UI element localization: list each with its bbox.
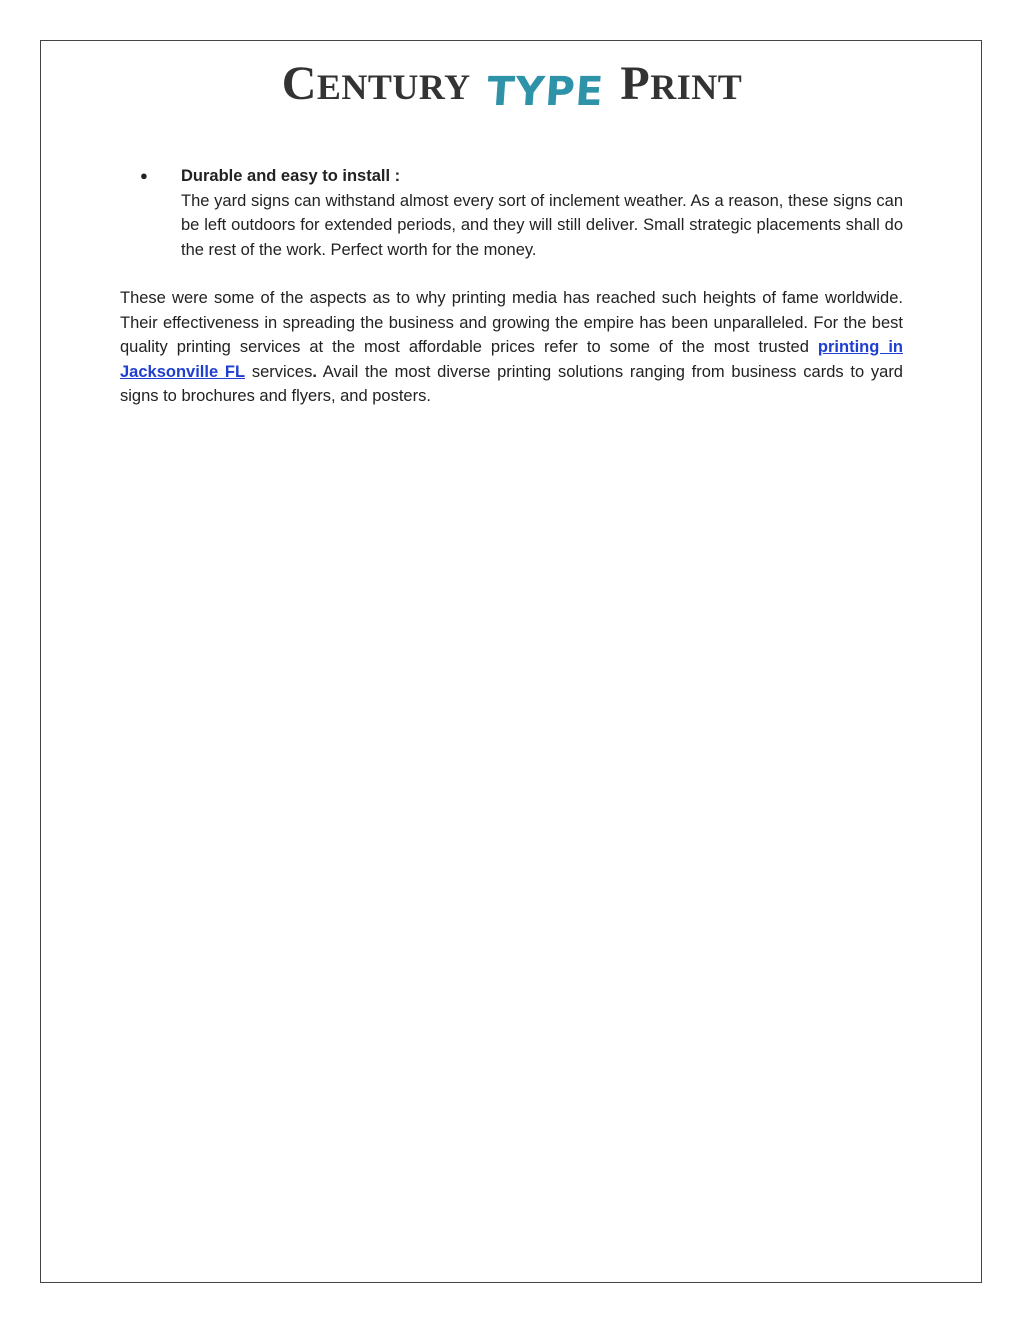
bullet-body: The yard signs can withstand almost every sort of inclement weather. As a reason, these signs can be left outdoors for extended periods, and they will still deliver. Small strategic placements shall do the rest of the work. Perfect worth for the money. — [181, 191, 903, 259]
paragraph-text-before-link: These were some of the aspects as to why printing media has reached such heights of fame worldwide. Their effectiveness in spreading the business and growing the empire has been unparalleled. For the best quality printing services at the most affordable prices refer to some of the most trusted — [120, 289, 903, 356]
century-type-print-logo — [0, 56, 1024, 126]
closing-paragraph — [120, 286, 903, 409]
logo-type-word: TYPE — [485, 68, 606, 115]
paragraph-text-closing: Avail the most diverse printing solutions ranging from business cards to yard signs to brochures and flyers, and posters. — [120, 362, 903, 405]
printing-jacksonville-link[interactable]: printing in Jacksonville FL — [120, 338, 903, 381]
bullet-dot-icon: ● — [140, 168, 148, 183]
document-body — [120, 164, 903, 425]
paragraph-bold-period: . — [312, 362, 317, 381]
paragraph-text-after-link: services — [245, 362, 313, 381]
logo-print: PRINT — [620, 57, 743, 110]
bullet-title: Durable and easy to install : — [181, 167, 401, 185]
bullet-item — [120, 164, 903, 262]
logo-century: CENTURY — [281, 57, 471, 110]
